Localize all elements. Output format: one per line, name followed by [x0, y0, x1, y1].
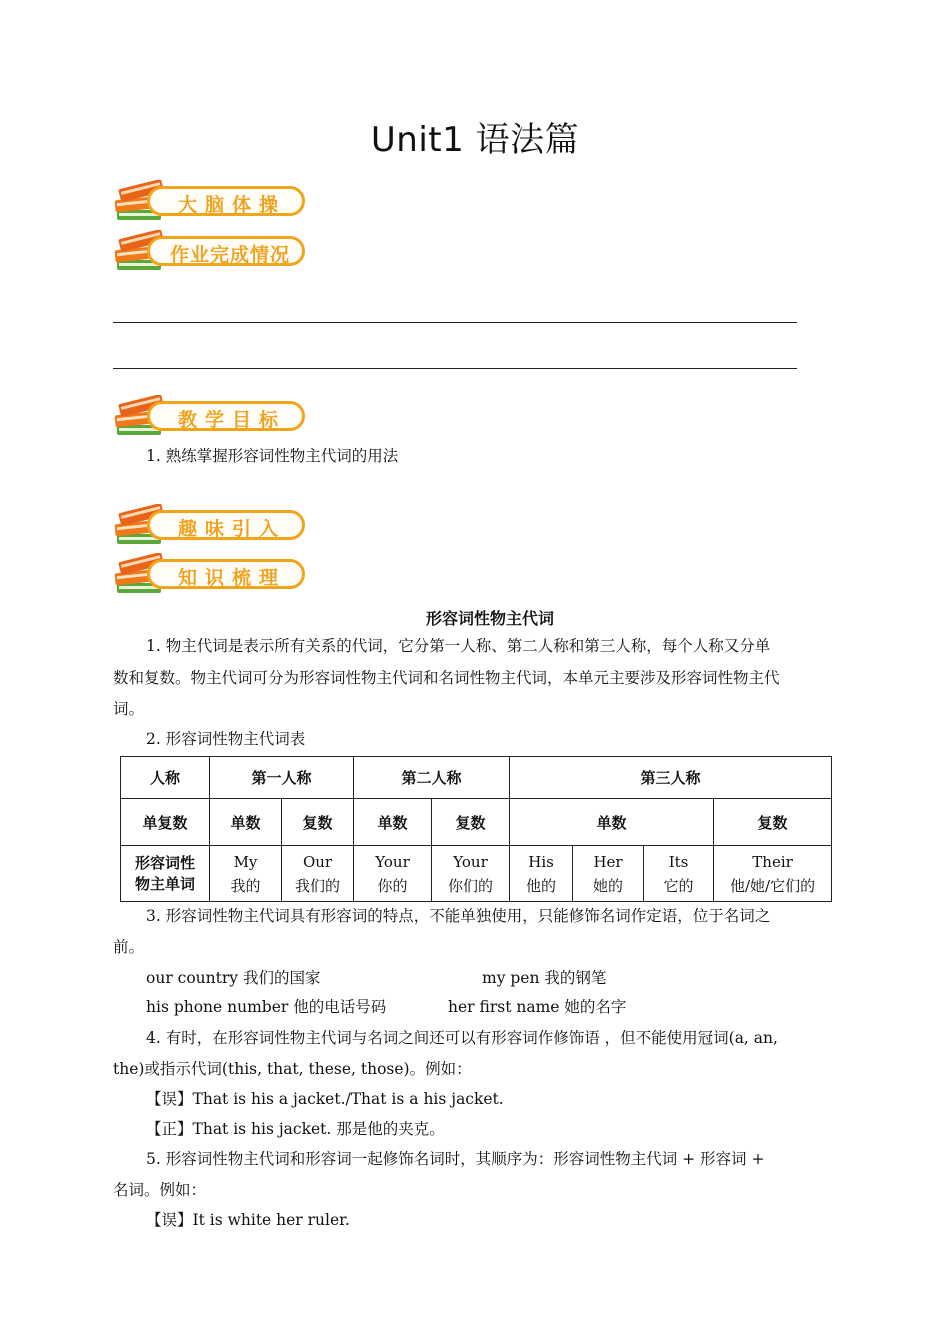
banner-label: 教学目标 — [178, 409, 287, 431]
pronoun-en: My — [233, 852, 258, 871]
header-second-person: 第二人称 — [354, 757, 510, 799]
table-cell — [573, 846, 644, 902]
table-cell — [210, 846, 282, 902]
banner-warmup — [113, 180, 313, 226]
pronoun-zh: 我们的 — [295, 876, 341, 895]
goal-item: 1. 熟练掌握形容词性物主代词的用法 — [146, 447, 399, 465]
pronoun-zh: 他的 — [526, 876, 557, 895]
correct-example: 【正】That is his jacket. 那是他的夹克。 — [146, 1120, 445, 1138]
paragraph-4-line: the)或指示代词(this, that, these, those)。例如： — [113, 1060, 472, 1078]
header-number: 单复数 — [121, 799, 210, 846]
example-phrase: our country 我们的国家 — [146, 969, 321, 987]
pronoun-en: Their — [752, 852, 793, 871]
header-singular: 单数 — [510, 799, 714, 846]
pronoun-table — [120, 756, 832, 902]
banner-label-box — [147, 510, 305, 540]
example-phrase: her first name 她的名字 — [448, 998, 627, 1016]
pronoun-en: Its — [668, 852, 689, 871]
banner-label-box — [147, 236, 305, 266]
banner-intro — [113, 504, 313, 550]
paragraph-3-line: 前。 — [113, 938, 145, 956]
pronoun-en: His — [528, 852, 554, 871]
banner-label-box — [147, 401, 305, 431]
wrong-example: 【误】It is white her ruler. — [146, 1211, 350, 1229]
banner-label: 作业完成情况 — [170, 244, 291, 266]
paragraph-3-line: 3. 形容词性物主代词具有形容词的特点，不能单独使用，只能修饰名词作定语，位于名词之 — [146, 907, 771, 925]
pronoun-zh: 她的 — [593, 876, 624, 895]
header-singular: 单数 — [354, 799, 432, 846]
table-row — [121, 799, 832, 846]
table-row — [121, 757, 832, 799]
banner-homework — [113, 230, 313, 276]
header-person: 人称 — [121, 757, 210, 799]
header-plural: 复数 — [714, 799, 832, 846]
table-cell — [354, 846, 432, 902]
header-third-person: 第三人称 — [510, 757, 832, 799]
table-cell — [644, 846, 714, 902]
header-first-person: 第一人称 — [210, 757, 354, 799]
banner-label: 大脑体操 — [178, 194, 287, 216]
pronoun-en: Your — [453, 852, 488, 871]
header-plural: 复数 — [282, 799, 354, 846]
section-heading: 形容词性物主代词 — [425, 609, 554, 628]
table-cell — [510, 846, 573, 902]
pronoun-zh: 他/她/它们的 — [729, 876, 816, 895]
banner-label-box — [147, 186, 305, 216]
row-label-line: 形容词性 — [134, 853, 195, 872]
table-cell — [714, 846, 832, 902]
pronoun-zh: 我的 — [230, 876, 261, 895]
answer-line — [113, 368, 797, 369]
row-label-line: 物主单词 — [134, 874, 195, 893]
banner-label: 知识梳理 — [178, 567, 287, 589]
paragraph-5-line: 名词。例如： — [113, 1181, 207, 1199]
banner-label-box — [147, 559, 305, 589]
page-title: Unit1 语法篇 — [370, 120, 580, 160]
example-phrase: my pen 我的钢笔 — [482, 969, 607, 987]
header-singular: 单数 — [210, 799, 282, 846]
pronoun-zh: 你的 — [377, 876, 408, 895]
table-row — [121, 846, 832, 902]
header-plural: 复数 — [432, 799, 510, 846]
example-phrase: his phone number 他的电话号码 — [146, 998, 387, 1016]
pronoun-en: Her — [593, 852, 623, 871]
pronoun-en: Your — [375, 852, 410, 871]
paragraph-1-line: 词。 — [113, 700, 145, 718]
pronoun-zh: 你们的 — [448, 876, 494, 895]
paragraph-1-line: 1. 物主代词是表示所有关系的代词，它分第一人称、第二人称和第三人称，每个人称又分单 — [146, 637, 771, 655]
banner-goals — [113, 395, 313, 441]
banner-knowledge — [113, 553, 313, 599]
table-cell — [432, 846, 510, 902]
banner-label: 趣味引入 — [178, 518, 287, 540]
row-label — [121, 846, 210, 902]
wrong-example: 【误】That is his a jacket./That is a his jacket. — [146, 1090, 504, 1108]
answer-line — [113, 322, 797, 323]
table-cell — [282, 846, 354, 902]
paragraph-2: 2. 形容词性物主代词表 — [146, 730, 306, 748]
paragraph-1-line: 数和复数。物主代词可分为形容词性物主代词和名词性物主代词，本单元主要涉及形容词性物主代 — [113, 669, 780, 687]
pronoun-en: Our — [302, 852, 333, 871]
paragraph-4-line: 4. 有时，在形容词性物主代词与名词之间还可以有形容词作修饰语 ，但不能使用冠词(a, an, — [146, 1029, 778, 1047]
paragraph-5-line: 5. 形容词性物主代词和形容词一起修饰名词时，其顺序为：形容词性物主代词 + 形容词 + — [146, 1150, 765, 1168]
pronoun-zh: 它的 — [663, 876, 694, 895]
